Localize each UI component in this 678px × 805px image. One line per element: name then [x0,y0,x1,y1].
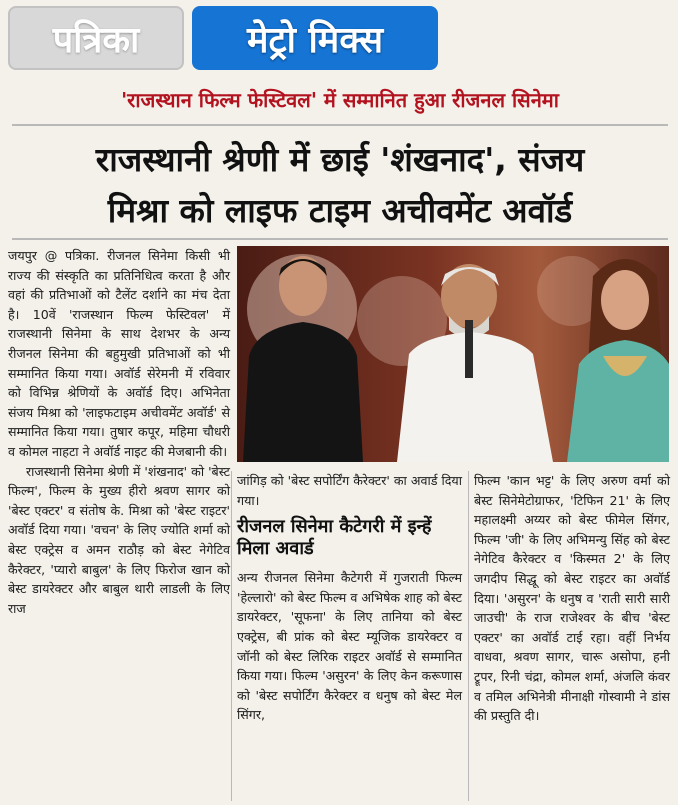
man-center-kurta [397,332,553,462]
column-divider [468,471,469,801]
patrika-logo-tab [8,6,184,70]
event-photo [237,246,669,462]
people-on-stage-illustration [237,246,669,462]
section-name: मेट्रो मिक्स [246,19,384,61]
divider [12,238,668,240]
divider [12,124,668,126]
body-paragraph: अन्य रीजनल सिनेमा कैटेगरी में गुजराती फिल्म 'हेल्लारो' को बेस्ट फिल्म व अभिषेक शाह को बेस्ट डायरेक्टर, 'सूफना' के लिए तानिया को बेस्ट एक्ट्रेस, बी प्रांक को बेस्ट म्यूजिक डायरेक्टर व जॉनी को बेस्ट लिरिक राइटर अवॉर्ड से सम्मानित किया गया। फिल्म 'असुरन' के लिए केन करूणास को 'बेस्ट सपोर्टिंग कैरेक्टर व धनुष को बेस्ट मेल सिंगर, [237,570,462,723]
headline-line-1: राजस्थानी श्रेणी में छाई 'शंखनाद', संजय [95,140,585,179]
section-tab-metro-mix [192,6,438,70]
article-column-2 [237,471,462,725]
headline-line-2: मिश्रा को लाइफ टाइम अचीवमेंट अवॉर्ड [107,191,573,230]
body-paragraph: राजस्थानी सिनेमा श्रेणी में 'शंखनाद' को 'बेस्ट फिल्म', फिल्म के मुख्य हीरो श्रवण सागर को 'बेस्ट एक्टर' व संतोष के. मिश्रा को 'बेस्ट राइटर' अवॉर्ड दिया गया। 'वचन' के लिए ज्योति शर्मा को बेस्ट एक्ट्रेस व अमन राठौड़ को बेस्ट नेगेटिव कैरेक्टर, 'प्यारो बाबुल' के लिए फिरोज खान को बेस्ट डायरेक्टर और बाबुल थारी लाडली के लिए राज [8,463,230,616]
body-paragraph: फिल्म 'कान भट्ट' के लिए अरुण वर्मा को बेस्ट सिनेमेटोग्राफर, 'टिफिन 21' के लिए महालक्ष्मी अय्यर को बेस्ट फीमेल सिंगर, फिल्म 'जी' के लिए अभिमन्यु सिंह को बेस्ट नेगेटिव कैरेक्टर व 'किस्मत 2' के लिए जगदीप सिद्धू को बेस्ट राइटर का अवॉर्ड दिया। 'असुरन' के धनुष व 'राती सारी सारी जाउची' के राज राजेश्वर के बीच 'बेस्ट एक्टर' का अवॉर्ड टाई रहा। वहीं निर्भय वाधवा, श्रवण सागर, चारू असोपा, हनी ट्रूपर, रिनी चंद्रा, कोमल शर्मा, अंजलि कंवर व तमिल अभिनेत्री मीनाक्षी गोस्वामी ने डांस की प्रस्तुति दी। [474,473,670,724]
section-subhead: रीजनल सिनेमा कैटेगरी में इन्हें मिला अवार्ड [237,516,432,560]
article-column-1 [8,246,230,618]
body-paragraph: जांगिड़ को 'बेस्ट सपोर्टिंग कैरेक्टर' का अवार्ड दिया गया। [237,473,462,508]
man-left-suit [243,322,363,462]
article-kicker: 'राजस्थान फिल्म फेस्टिवल' में सम्मानित हुआ रीजनल सिनेमा [121,88,559,112]
woman-right-head [601,270,649,330]
article-column-3 [474,471,670,726]
microphone [465,320,473,378]
column-divider [231,471,232,801]
body-paragraph: जयपुर @ पत्रिका. रीजनल सिनेमा किसी भी राज्य की संस्कृति का प्रतिनिधित्व करता है और वहां की प्रतिभाओं को टैलेंट दर्शाने का मंच देता है। 10वें 'राजस्थान फिल्म फेस्टिवल' में राजस्थानी सिनेमा के साथ देशभर के अन्य रीजनल सिनेमा की बहुमुखी प्रतिभाओं को भी सम्मानित किया गया। अवॉर्ड सेरेमनी में रविवार को विभिन्न श्रेणियों के अवॉर्ड दिए। अभिनेता संजय मिश्रा को 'लाइफटाइम अचीवमेंट अवॉर्ड' से सम्मानित किया गया। तुषार कपूर, महिमा चौधरी व कोमल नाहटा ने अवॉर्ड नाइट की मेजबानी की। [8,248,230,459]
brand-name: पत्रिका [52,19,140,61]
